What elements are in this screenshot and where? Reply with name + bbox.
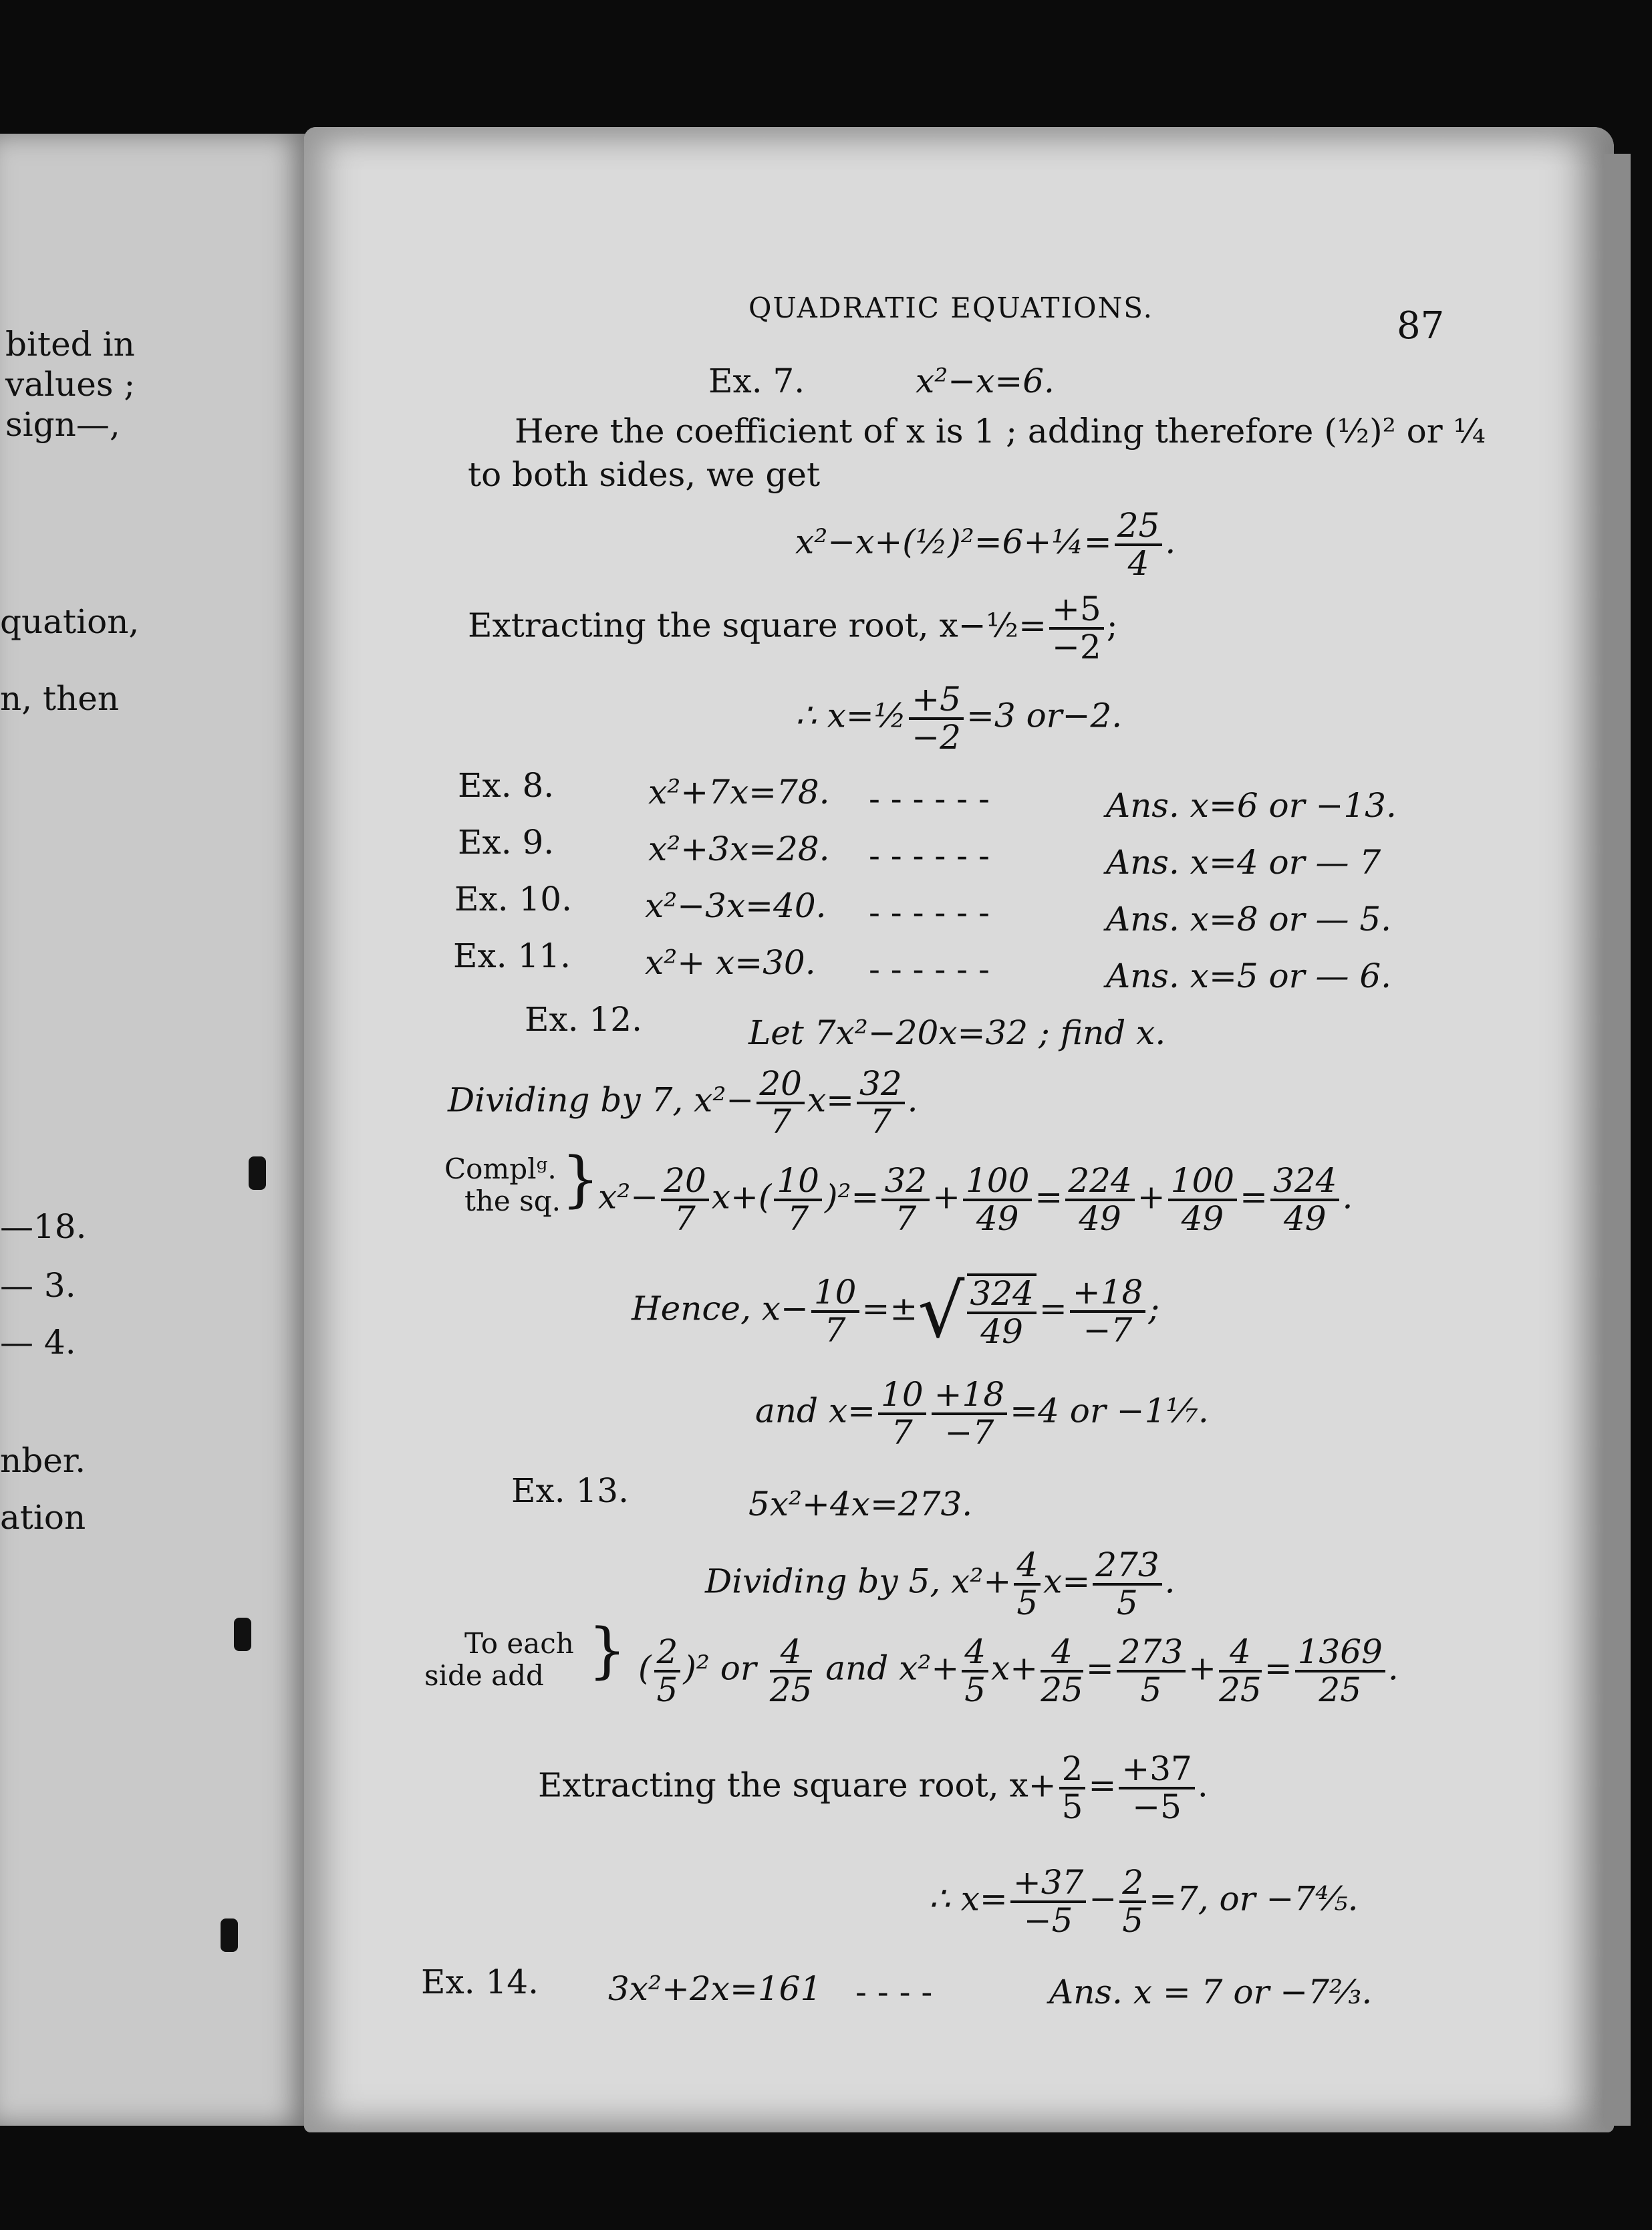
answer: Ans. x=4 or — 7 bbox=[1106, 843, 1381, 882]
equation-line: Hence, x− $\frac{10}{7}$ =±√ $\frac{324}{49}$ = $\frac{+18}{-7}$ ; bbox=[632, 1268, 1160, 1354]
example-label: Ex. 10. bbox=[454, 880, 573, 918]
dot-leaders: - - - - - - bbox=[869, 836, 990, 875]
answer: Ans. x=5 or — 6. bbox=[1106, 957, 1392, 995]
equation: x²−x=6. bbox=[916, 362, 1055, 400]
example-label: Ex. 8. bbox=[458, 766, 555, 805]
answer: Ans. x = 7 or −7⅔. bbox=[1049, 1973, 1373, 2011]
equation-line: x²− $\frac{20}{7}$ x+( $\frac{10}{7}$ )²= $\frac{32}{7}$ + $\frac{100}{49}$ = $\frac{224}{49}$ + $\frac{100}{49}$ = $\frac{324}{49}$ . bbox=[598, 1161, 1353, 1238]
equation-line: ( $\frac{2}{5}$ )² or $\frac{4}{25}$ and x²+ $\frac{4}{5}$ x+ $\frac{4}{25}$ = $\frac{273}{5}$ + $\frac{4}{25}$ = $\frac{1369}{25}$ . bbox=[638, 1632, 1399, 1709]
example-label: Ex. 9. bbox=[458, 823, 555, 862]
equation-line: Dividing by 5, x²+ $\frac{4}{5}$ x= $\frac{273}{5}$ . bbox=[705, 1545, 1176, 1622]
equation: x²+3x=28. bbox=[648, 830, 830, 868]
equation: x²−3x=40. bbox=[645, 886, 827, 925]
equation-line: ∴ x=½ $\frac{+5}{-2}$ =3 or−2. bbox=[795, 680, 1123, 757]
equation: x²+ x=30. bbox=[645, 943, 816, 982]
example-label: Ex. 12. bbox=[525, 1000, 643, 1039]
paragraph-line: to both sides, we get bbox=[468, 455, 821, 494]
dot-leaders: - - - - bbox=[855, 1973, 933, 2011]
margin-label: To each side add bbox=[424, 1627, 574, 1693]
paragraph-line: Here the coefficient of x is 1 ; adding therefore (½)² or ¼ bbox=[515, 412, 1486, 451]
equation-line: x²−x+(½)²=6+¼= $\frac{25}{4}$ . bbox=[795, 506, 1176, 583]
equation-line: Extracting the square root, x−½= $\frac{+5}{-2}$ ; bbox=[468, 590, 1118, 666]
dot-leaders: - - - - - - bbox=[869, 950, 990, 989]
example-label: Ex. 13. bbox=[511, 1471, 630, 1510]
left-fragment: bited in bbox=[5, 325, 135, 364]
binding-thread bbox=[234, 1618, 251, 1651]
left-fragment: — 4. bbox=[0, 1323, 76, 1362]
left-fragment: — 3. bbox=[0, 1266, 76, 1305]
dot-leaders: - - - - - - bbox=[869, 779, 990, 818]
equation: 5x²+4x=273. bbox=[748, 1485, 973, 1523]
equation-line: Extracting the square root, x+ $\frac{2}{5}$ = $\frac{+37}{-5}$ . bbox=[538, 1749, 1208, 1826]
example-label: Ex. 14. bbox=[421, 1963, 539, 2001]
running-header: QUADRATIC EQUATIONS. bbox=[748, 291, 1153, 324]
equation: Let 7x²−20x=32 ; find x. bbox=[748, 1013, 1166, 1052]
margin-label: Complᵍ. the sq. bbox=[444, 1152, 561, 1218]
brace: } bbox=[561, 1144, 600, 1215]
left-fragment: —18. bbox=[0, 1207, 87, 1246]
answer: Ans. x=8 or — 5. bbox=[1106, 900, 1392, 939]
left-fragment: quation, bbox=[0, 602, 140, 641]
equation-line: Dividing by 7, x²− $\frac{20}{7}$ x= $\frac{32}{7}$ . bbox=[448, 1064, 918, 1141]
left-fragment: nber. bbox=[0, 1441, 86, 1480]
left-fragment: sign—, bbox=[5, 405, 120, 444]
binding-thread bbox=[249, 1156, 266, 1190]
left-fragment: n, then bbox=[0, 679, 120, 718]
dot-leaders: - - - - - - bbox=[869, 893, 990, 932]
equation-line: and x= $\frac{10}{7}$ $\frac{+18}{-7}$ =4 or −1¹⁄₇. bbox=[755, 1375, 1209, 1452]
equation: 3x²+2x=161 bbox=[608, 1969, 822, 2008]
example-label: Ex. 11. bbox=[453, 937, 571, 975]
example-label: Ex. 7. bbox=[708, 362, 805, 400]
left-fragment: ation bbox=[0, 1498, 86, 1537]
brace: } bbox=[588, 1616, 627, 1686]
left-fragment: values ; bbox=[5, 365, 136, 404]
equation: x²+7x=78. bbox=[648, 773, 830, 812]
equation-line: ∴ x= $\frac{+37}{-5}$ − $\frac{2}{5}$ =7, or −7⁴⁄₅. bbox=[929, 1863, 1359, 1940]
binding-thread bbox=[221, 1918, 238, 1952]
answer: Ans. x=6 or −13. bbox=[1106, 786, 1397, 825]
page-edge bbox=[1604, 154, 1631, 2126]
page-number: 87 bbox=[1397, 304, 1445, 348]
